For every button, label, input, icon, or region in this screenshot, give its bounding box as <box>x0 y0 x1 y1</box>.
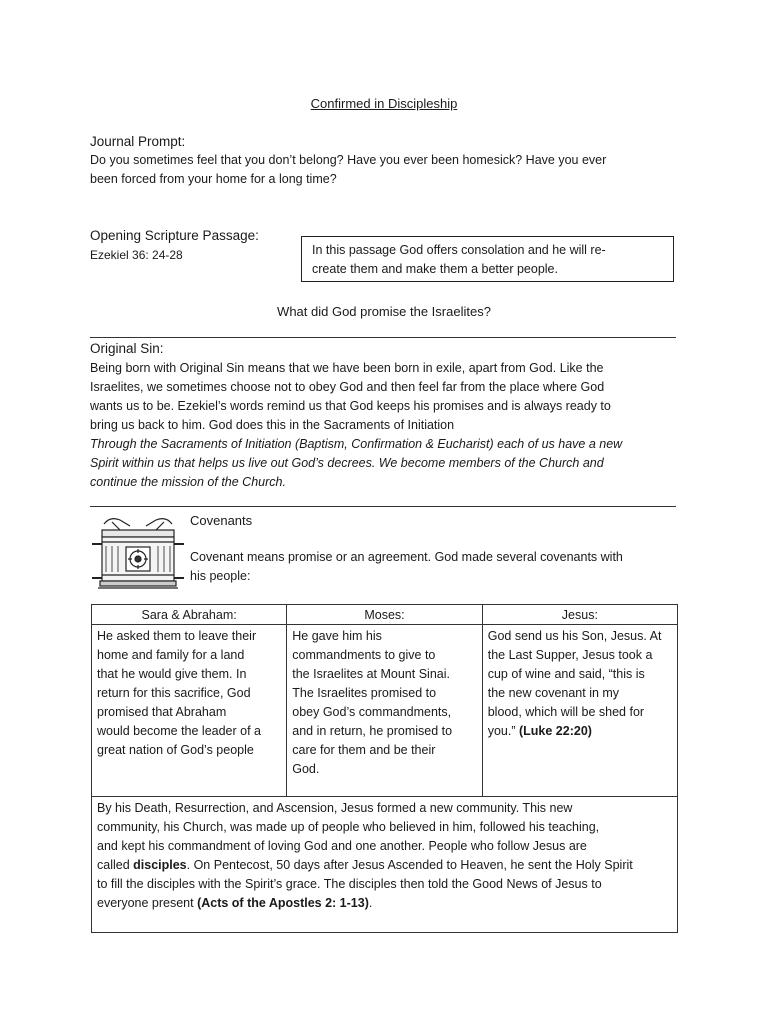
note-line: create them and make them a better people. <box>312 262 558 276</box>
cell-line: would become the leader of a <box>97 724 261 738</box>
paragraph-line: Spirit within us that helps us live out God’s decrees. We become members of the Church and <box>90 456 604 470</box>
cell-text: . <box>368 896 373 910</box>
page-title: Confirmed in Discipleship <box>310 96 458 111</box>
cell-line: The Israelites promised to <box>292 686 437 700</box>
cell-line: and kept his commandment of loving God and one another. People who follow Jesus are <box>97 839 587 853</box>
cell-line: home and family for a land <box>97 648 245 662</box>
moses-cell <box>287 625 482 797</box>
cell-text: . On Pentecost, 50 days after Jesus Ascended to Heaven, he sent the Holy Spirit <box>186 858 633 872</box>
paragraph-line: Being born with Original Sin means that we have been born in exile, apart from God. Like the <box>90 361 604 375</box>
key-term: disciples <box>133 858 187 872</box>
divider <box>90 506 676 507</box>
original-sin-heading: Original Sin: <box>90 341 164 356</box>
paragraph-line: continue the mission of the Church. <box>90 475 286 489</box>
journal-prompt-text <box>90 151 680 189</box>
cell-line: He gave him his <box>292 629 382 643</box>
cell-line: By his Death, Resurrection, and Ascension, Jesus formed a new community. This new <box>97 801 573 815</box>
cell-line: to fill the disciples with the Spirit’s grace. The disciples then told the Good News of Jesus to <box>97 877 602 891</box>
journal-line: Do you sometimes feel that you don’t belong? Have you ever been homesick? Have you ever <box>90 153 607 167</box>
scripture-note-box <box>301 236 674 282</box>
cell-line: obey God’s commandments, <box>292 705 452 719</box>
paragraph-line: bring us back to him. God does this in the Sacraments of Initiation <box>90 418 455 432</box>
cell-text: called <box>97 858 134 872</box>
cell-line: care for them and be their <box>292 743 436 757</box>
column-header: Jesus: <box>482 605 677 625</box>
cell-line: the Last Supper, Jesus took a <box>487 648 653 662</box>
abraham-cell <box>92 625 287 797</box>
jesus-cell <box>482 625 677 797</box>
cell-line <box>488 722 672 741</box>
cell-line: commandments to give to <box>292 648 436 662</box>
cell-line: God. <box>292 762 320 776</box>
paragraph-line: Israelites, we sometimes choose not to obey God and then feel far from the place where God <box>90 380 605 394</box>
divider <box>90 337 676 338</box>
covenants-intro <box>190 548 670 586</box>
cell-line: the new covenant in my <box>487 686 620 700</box>
scripture-heading: Opening Scripture Passage: <box>90 228 259 243</box>
cell-line: He asked them to leave their <box>97 629 257 643</box>
cell-line: promised that Abraham <box>97 705 227 719</box>
scripture-citation: (Acts of the Apostles 2: 1-13) <box>197 896 369 910</box>
cell-line: cup of wine and said, “this is <box>487 667 645 681</box>
cell-line: God send us his Son, Jesus. At <box>487 629 662 643</box>
table-row <box>92 797 678 933</box>
scripture-citation: (Luke 22:20) <box>519 724 592 738</box>
original-sin-text <box>90 359 680 435</box>
journal-prompt-heading: Journal Prompt: <box>90 134 186 149</box>
cell-line: return for this sacrifice, God <box>97 686 251 700</box>
table-header-row <box>92 605 678 625</box>
cell-line <box>97 856 672 875</box>
cell-line: blood, which will be shed for <box>487 705 645 719</box>
covenants-heading: Covenants <box>190 513 253 528</box>
paragraph-line: Through the Sacraments of Initiation (Baptism, Confirmation & Eucharist) each of us have a new <box>90 437 623 451</box>
note-line: In this passage God offers consolation and he will re- <box>312 243 606 257</box>
journal-line: been forced from your home for a long time? <box>90 172 337 186</box>
column-header: Sara & Abraham: <box>92 605 287 625</box>
cell-line: community, his Church, was made up of people who believed in him, followed his teaching, <box>97 820 600 834</box>
cell-line: the Israelites at Mount Sinai. <box>292 667 450 681</box>
church-cell <box>92 797 678 933</box>
cell-line: great nation of God’s people <box>97 743 254 757</box>
cell-text: everyone present <box>97 896 198 910</box>
column-header: Moses: <box>287 605 482 625</box>
paragraph-line: his people: <box>190 569 251 583</box>
ark-of-covenant-icon <box>90 512 186 592</box>
scripture-reference: Ezekiel 36: 24-28 <box>90 248 183 262</box>
table-row <box>92 625 678 797</box>
cell-line: that he would give them. In <box>97 667 247 681</box>
cell-line: and in return, he promised to <box>292 724 453 738</box>
covenants-table <box>91 604 678 933</box>
paragraph-line: Covenant means promise or an agreement. God made several covenants with <box>190 550 623 564</box>
cell-text: you.” <box>487 724 519 738</box>
section-question: What did God promise the Israelites? <box>277 304 491 319</box>
paragraph-line: wants us to be. Ezekiel’s words remind us that God keeps his promises and is always ready to <box>90 399 611 413</box>
sacraments-italic-text <box>90 435 680 492</box>
cell-line <box>97 894 672 913</box>
